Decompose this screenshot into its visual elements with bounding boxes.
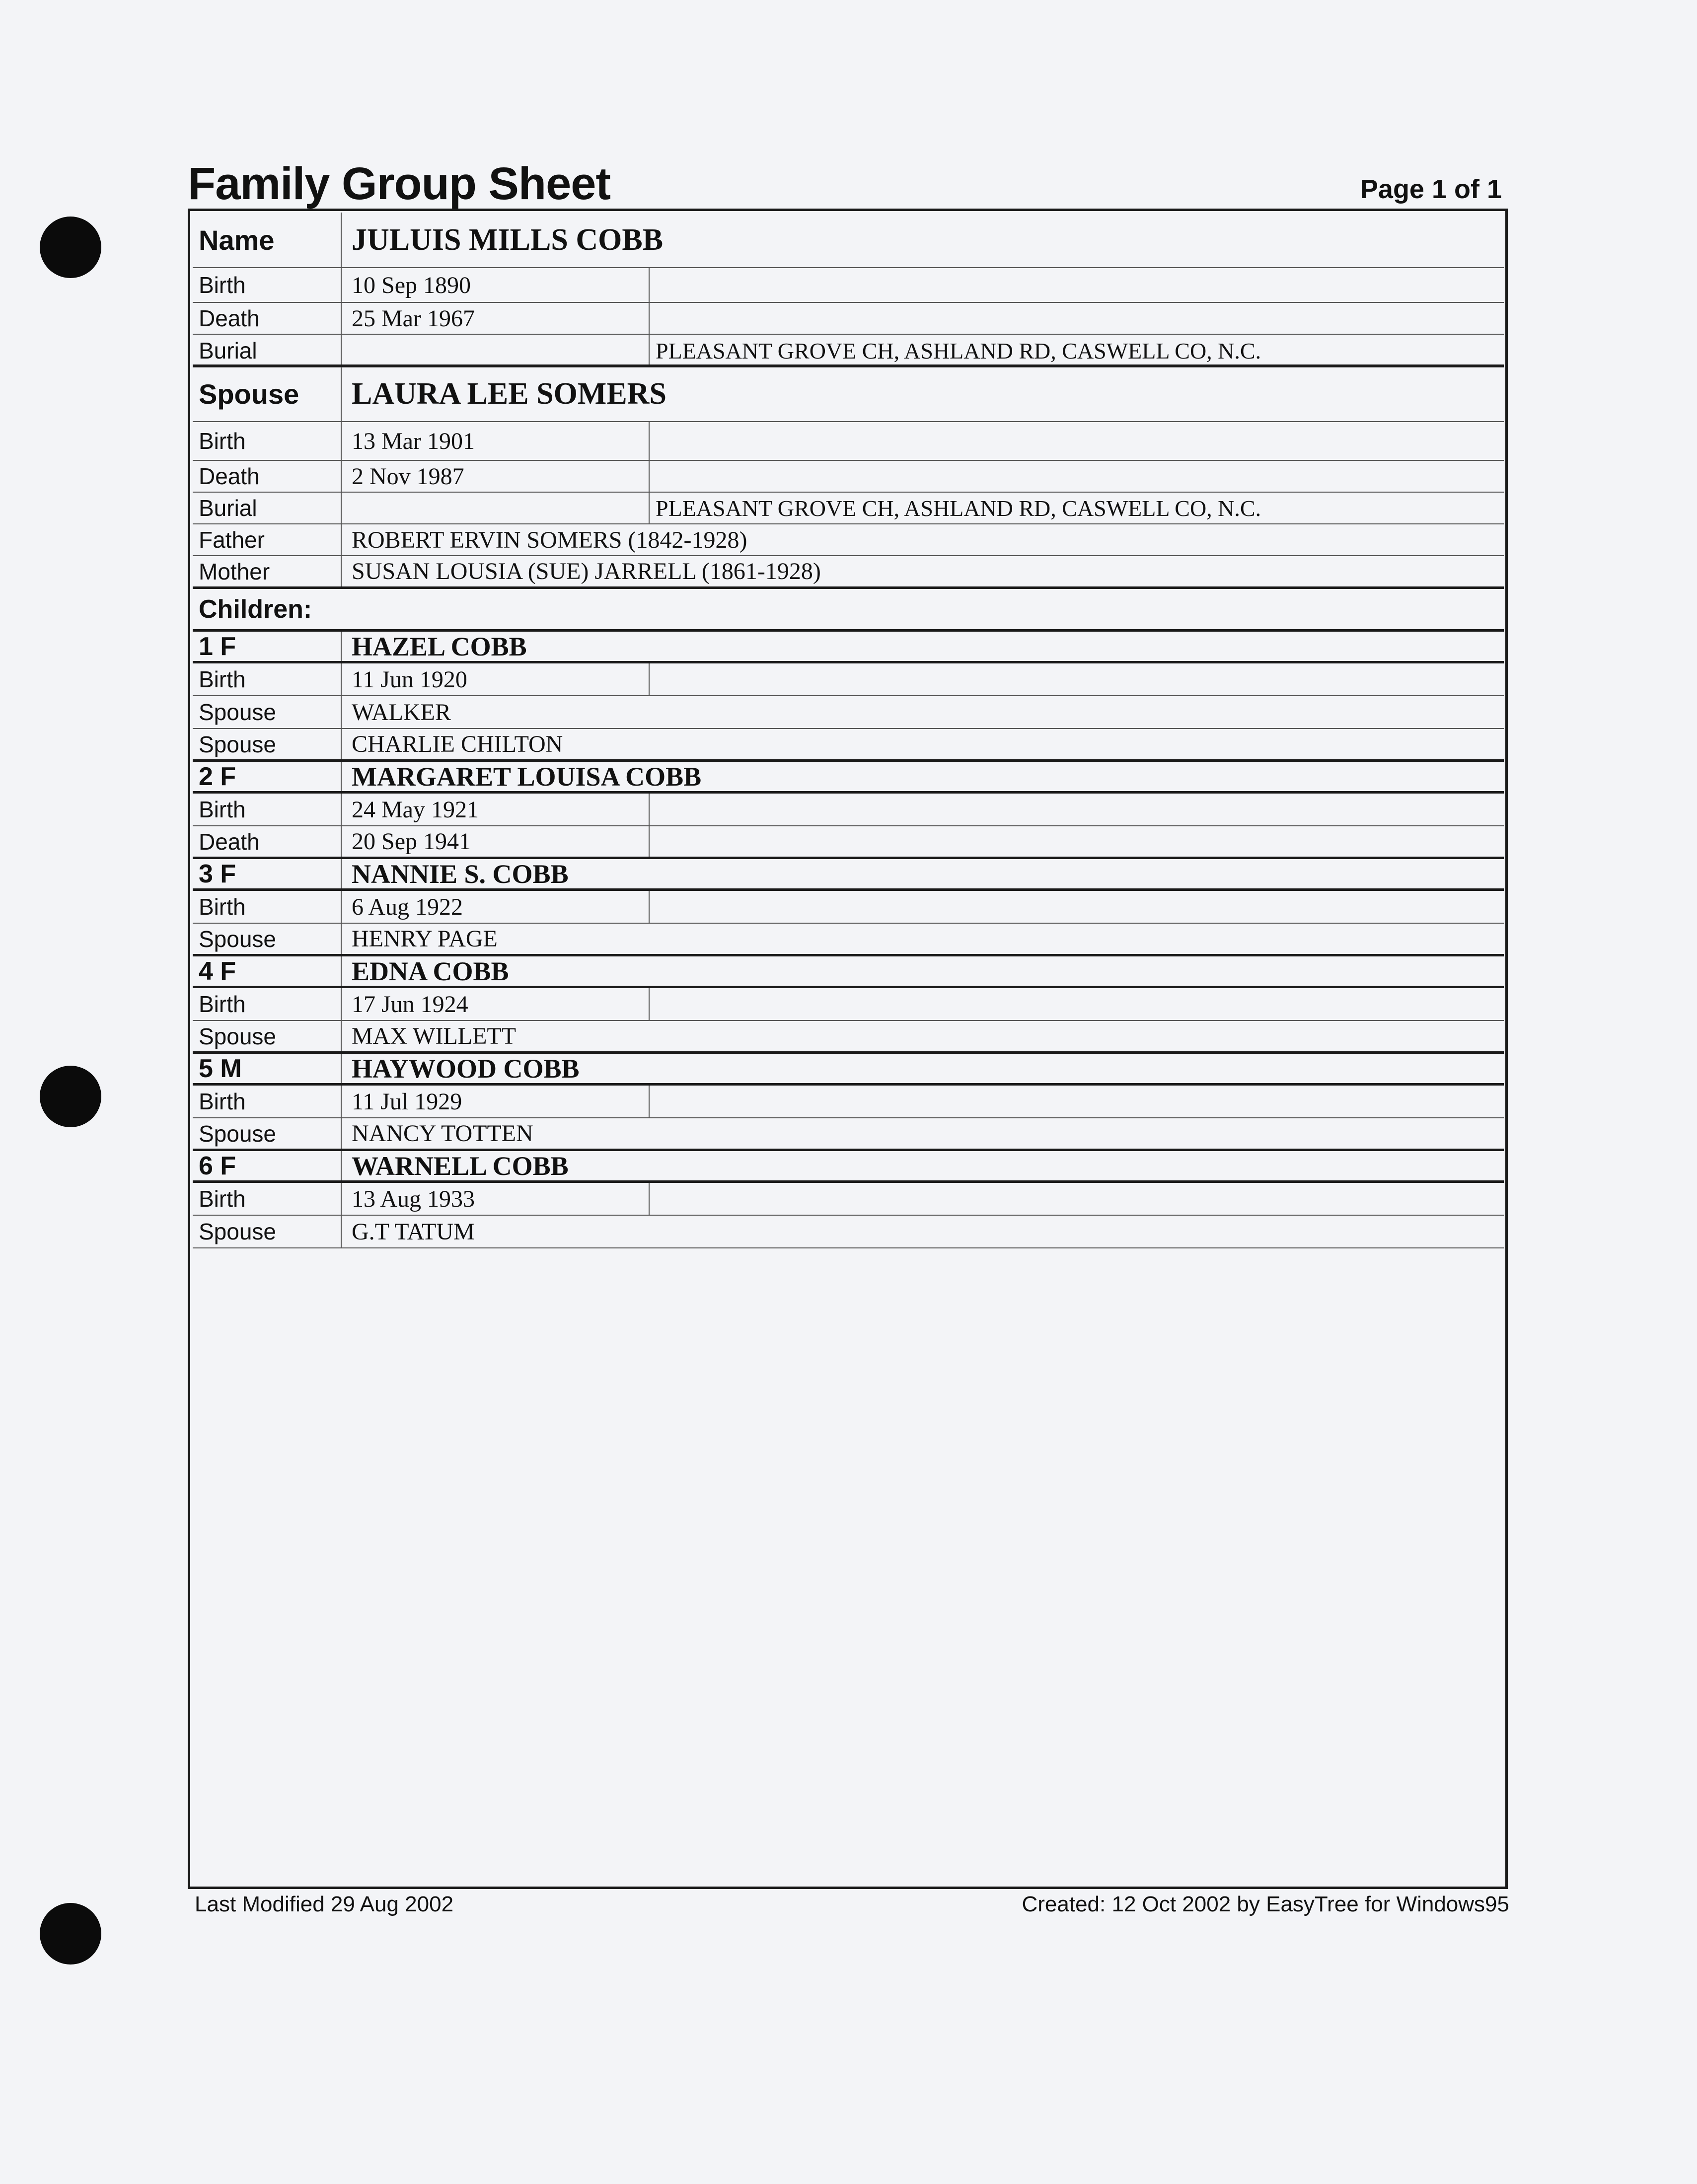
created-note: Created: 12 Oct 2002 by EasyTree for Windows95: [1022, 1892, 1509, 1916]
spouse-birth-row: [193, 422, 1504, 461]
child-detail-value: NANCY TOTTEN: [352, 1120, 533, 1147]
child-name-row: [193, 956, 1504, 988]
child-detail-row: [193, 729, 1504, 762]
child-detail-value: CHARLIE CHILTON: [352, 731, 563, 757]
child-detail-row: [193, 924, 1504, 956]
child-name: HAZEL COBB: [352, 632, 527, 661]
person-death-row: [193, 303, 1504, 335]
child-name-row: [193, 632, 1504, 663]
spouse-mother-row: [193, 556, 1504, 589]
child-detail-value: MAX WILLETT: [352, 1023, 516, 1049]
birth-label: Birth: [193, 268, 342, 302]
spouse-death-row: [193, 461, 1504, 493]
death-label: Death: [193, 461, 342, 492]
spouse-father: ROBERT ERVIN SOMERS (1842-1928): [352, 526, 747, 553]
child-detail-label: Spouse: [193, 1118, 342, 1149]
child-detail-row: [193, 1216, 1504, 1248]
spouse-name: LAURA LEE SOMERS: [352, 377, 666, 411]
child-detail-value: G.T TATUM: [352, 1218, 475, 1245]
person-burial-place: PLEASANT GROVE CH, ASHLAND RD, CASWELL CO, N.C.: [656, 338, 1261, 364]
name-label: Name: [193, 213, 342, 267]
spouse-burial-row: [193, 493, 1504, 524]
burial-label: Burial: [193, 335, 342, 366]
child-number: 1 F: [193, 632, 342, 661]
child-detail-label: Birth: [193, 988, 342, 1020]
binder-hole-middle: [40, 1066, 101, 1127]
page-number: Page 1 of 1: [1360, 174, 1502, 204]
child-name: WARNELL COBB: [352, 1151, 569, 1180]
child-detail-label: Spouse: [193, 729, 342, 759]
binder-hole-top: [40, 217, 101, 278]
sheet-title: Family Group Sheet: [188, 158, 611, 209]
child-detail-value: HENRY PAGE: [352, 926, 498, 952]
spouse-name-row: [193, 364, 1504, 422]
person-birth-date: 10 Sep 1890: [342, 268, 650, 302]
child-name-row: [193, 1054, 1504, 1086]
child-detail-value: 11 Jul 1929: [342, 1086, 650, 1117]
child-detail-label: Spouse: [193, 924, 342, 954]
death-label: Death: [193, 303, 342, 334]
spouse-label: Spouse: [193, 367, 342, 421]
last-modified: Last Modified 29 Aug 2002: [195, 1892, 454, 1916]
spouse-mother: SUSAN LOUSIA (SUE) JARRELL (1861-1928): [352, 558, 821, 584]
child-detail-value: 13 Aug 1933: [342, 1183, 650, 1215]
child-detail-label: Birth: [193, 1086, 342, 1117]
spouse-burial-date: [342, 493, 650, 523]
child-detail-label: Birth: [193, 794, 342, 825]
child-detail-label: Spouse: [193, 1021, 342, 1051]
child-name-row: [193, 859, 1504, 891]
person-death-date: 25 Mar 1967: [342, 303, 650, 334]
birth-label: Birth: [193, 422, 342, 460]
children-header-row: [193, 589, 1504, 632]
person-birth-row: [193, 268, 1504, 303]
child-name: EDNA COBB: [352, 956, 509, 986]
child-number: 4 F: [193, 956, 342, 986]
child-detail-value: 6 Aug 1922: [342, 891, 650, 923]
child-detail-label: Birth: [193, 891, 342, 923]
child-name: HAYWOOD COBB: [352, 1054, 580, 1083]
child-name-row: [193, 762, 1504, 794]
child-number: 6 F: [193, 1151, 342, 1180]
child-detail-value: 11 Jun 1920: [342, 663, 650, 695]
child-detail-label: Spouse: [193, 696, 342, 728]
child-detail-label: Spouse: [193, 1216, 342, 1247]
child-detail-row: [193, 826, 1504, 859]
mother-label: Mother: [193, 556, 342, 586]
child-name: MARGARET LOUISA COBB: [352, 762, 702, 791]
child-detail-value: 17 Jun 1924: [342, 988, 650, 1020]
father-label: Father: [193, 524, 342, 555]
child-detail-row: [193, 1021, 1504, 1054]
child-detail-label: Birth: [193, 1183, 342, 1215]
person-name: JULUIS MILLS COBB: [352, 222, 664, 257]
spouse-father-row: [193, 524, 1504, 556]
child-detail-label: Death: [193, 826, 342, 857]
child-detail-row: [193, 663, 1504, 696]
spouse-burial-place: PLEASANT GROVE CH, ASHLAND RD, CASWELL CO, N.C.: [656, 495, 1261, 521]
person-name-row: [193, 213, 1504, 268]
child-detail-row: [193, 1183, 1504, 1216]
person-burial-row: [193, 335, 1504, 367]
burial-label: Burial: [193, 493, 342, 523]
child-detail-row: [193, 988, 1504, 1021]
child-name-row: [193, 1151, 1504, 1183]
child-number: 5 M: [193, 1054, 342, 1083]
spouse-death-date: 2 Nov 1987: [342, 461, 650, 492]
child-name: NANNIE S. COBB: [352, 859, 569, 888]
child-detail-row: [193, 891, 1504, 924]
children-header: Children:: [199, 594, 312, 624]
child-detail-label: Birth: [193, 663, 342, 695]
child-number: 2 F: [193, 762, 342, 791]
child-detail-value: WALKER: [352, 699, 451, 726]
binder-hole-bottom: [40, 1903, 101, 1965]
child-detail-row: [193, 794, 1504, 826]
spouse-birth-date: 13 Mar 1901: [342, 422, 650, 460]
child-detail-value: 20 Sep 1941: [342, 826, 650, 857]
person-burial-date: [342, 335, 650, 366]
child-number: 3 F: [193, 859, 342, 888]
child-detail-row: [193, 1118, 1504, 1151]
child-detail-row: [193, 1086, 1504, 1118]
child-detail-row: [193, 696, 1504, 729]
child-detail-value: 24 May 1921: [342, 794, 650, 825]
